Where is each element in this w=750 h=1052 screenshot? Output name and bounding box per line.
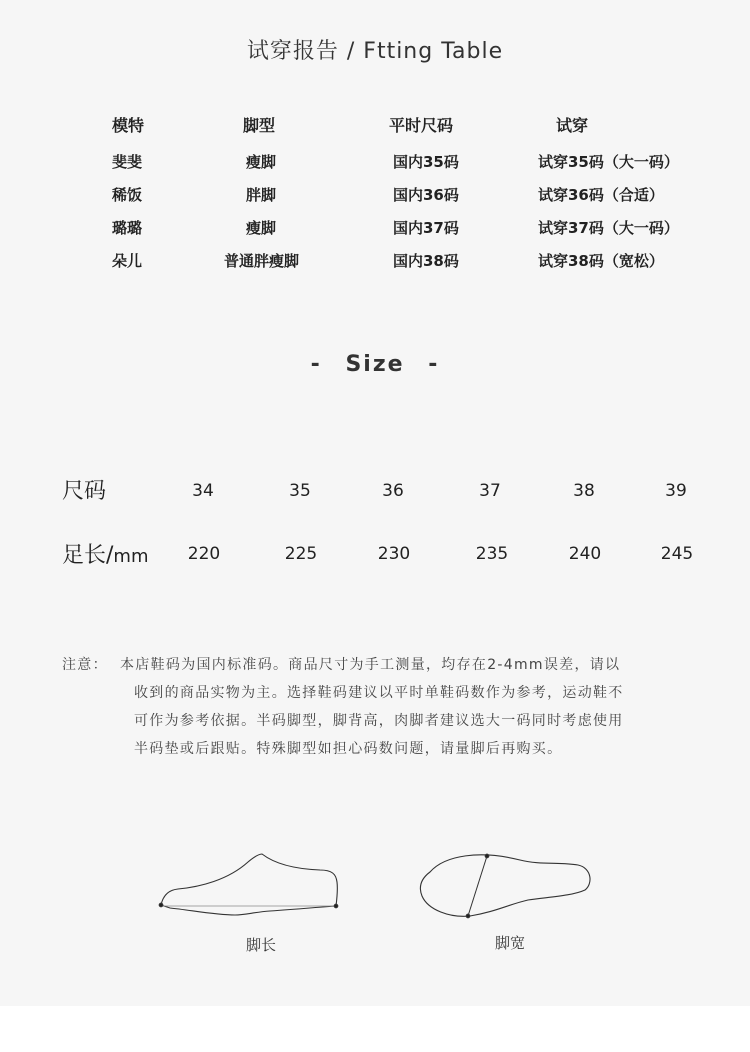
size-heading-dash-left: - [310,352,322,377]
table-cell-usual-size: 国内37码 [393,219,459,237]
shoe-length-icon [159,854,338,915]
table-cell-tried: 试穿38码（宽松） [538,252,664,270]
measurement-diagrams [0,840,750,940]
header-usual-size: 平时尺码 [389,116,454,135]
table-cell-foot-type: 瘦脚 [246,219,277,237]
length-label-text: 足长/ [62,543,114,568]
header-tried: 试穿 [556,116,589,135]
length-value: 230 [377,544,411,564]
note-line: 半码垫或后跟贴。特殊脚型如担心码数问题，请量脚后再购买。 [134,741,563,757]
size-heading-text: Size [345,352,405,377]
size-value: 37 [479,481,501,501]
note-line: 可作为参考依据。半码脚型，脚背高，肉脚者建议选大一码同时考虑使用 [134,713,624,729]
size-note [62,651,702,763]
length-value: 235 [475,544,509,564]
size-heading-dash-right: - [428,352,440,377]
size-row-label: 尺码 [62,479,107,504]
page-title: 试穿报告 / Ftting Table [246,39,504,64]
length-value: 245 [660,544,694,564]
table-cell-usual-size: 国内38码 [393,252,459,270]
table-cell-model: 璐璐 [112,219,143,237]
size-heading [0,352,750,377]
note-first-line [62,651,702,679]
table-cell-model: 斐斐 [112,153,143,171]
shoe-width-icon [420,854,590,918]
length-value: 240 [568,544,602,564]
foot-length-label: 脚长 [246,936,277,954]
size-value: 39 [665,481,687,501]
note-line: 收到的商品实物为主。选择鞋码建议以平时单鞋码数作为参考，运动鞋不 [134,685,624,701]
table-cell-tried: 试穿35码（大一码） [538,153,679,171]
length-value: 225 [284,544,318,564]
header-foot-type: 脚型 [243,116,276,135]
note-label: 注意： [62,657,108,673]
header-model: 模特 [112,116,145,135]
table-cell-tried: 试穿37码（大一码） [538,219,679,237]
table-cell-tried: 试穿36码（合适） [538,186,664,204]
table-cell-usual-size: 国内35码 [393,153,459,171]
size-value: 38 [573,481,595,501]
table-cell-foot-type: 普通胖瘦脚 [224,252,300,270]
length-value: 220 [187,544,221,564]
size-value: 34 [192,481,214,501]
table-cell-foot-type: 瘦脚 [246,153,277,171]
note-line: 本店鞋码为国内标准码。商品尺寸为手工测量，均存在2-4mm误差，请以 [120,657,621,673]
length-row-label [62,538,149,569]
foot-width-label: 脚宽 [495,934,526,952]
size-value: 35 [289,481,311,501]
length-unit: mm [113,546,149,567]
table-cell-foot-type: 胖脚 [246,186,277,204]
table-cell-model: 稀饭 [112,186,143,204]
size-value: 36 [382,481,404,501]
table-cell-usual-size: 国内36码 [393,186,459,204]
table-cell-model: 朵儿 [112,252,143,270]
